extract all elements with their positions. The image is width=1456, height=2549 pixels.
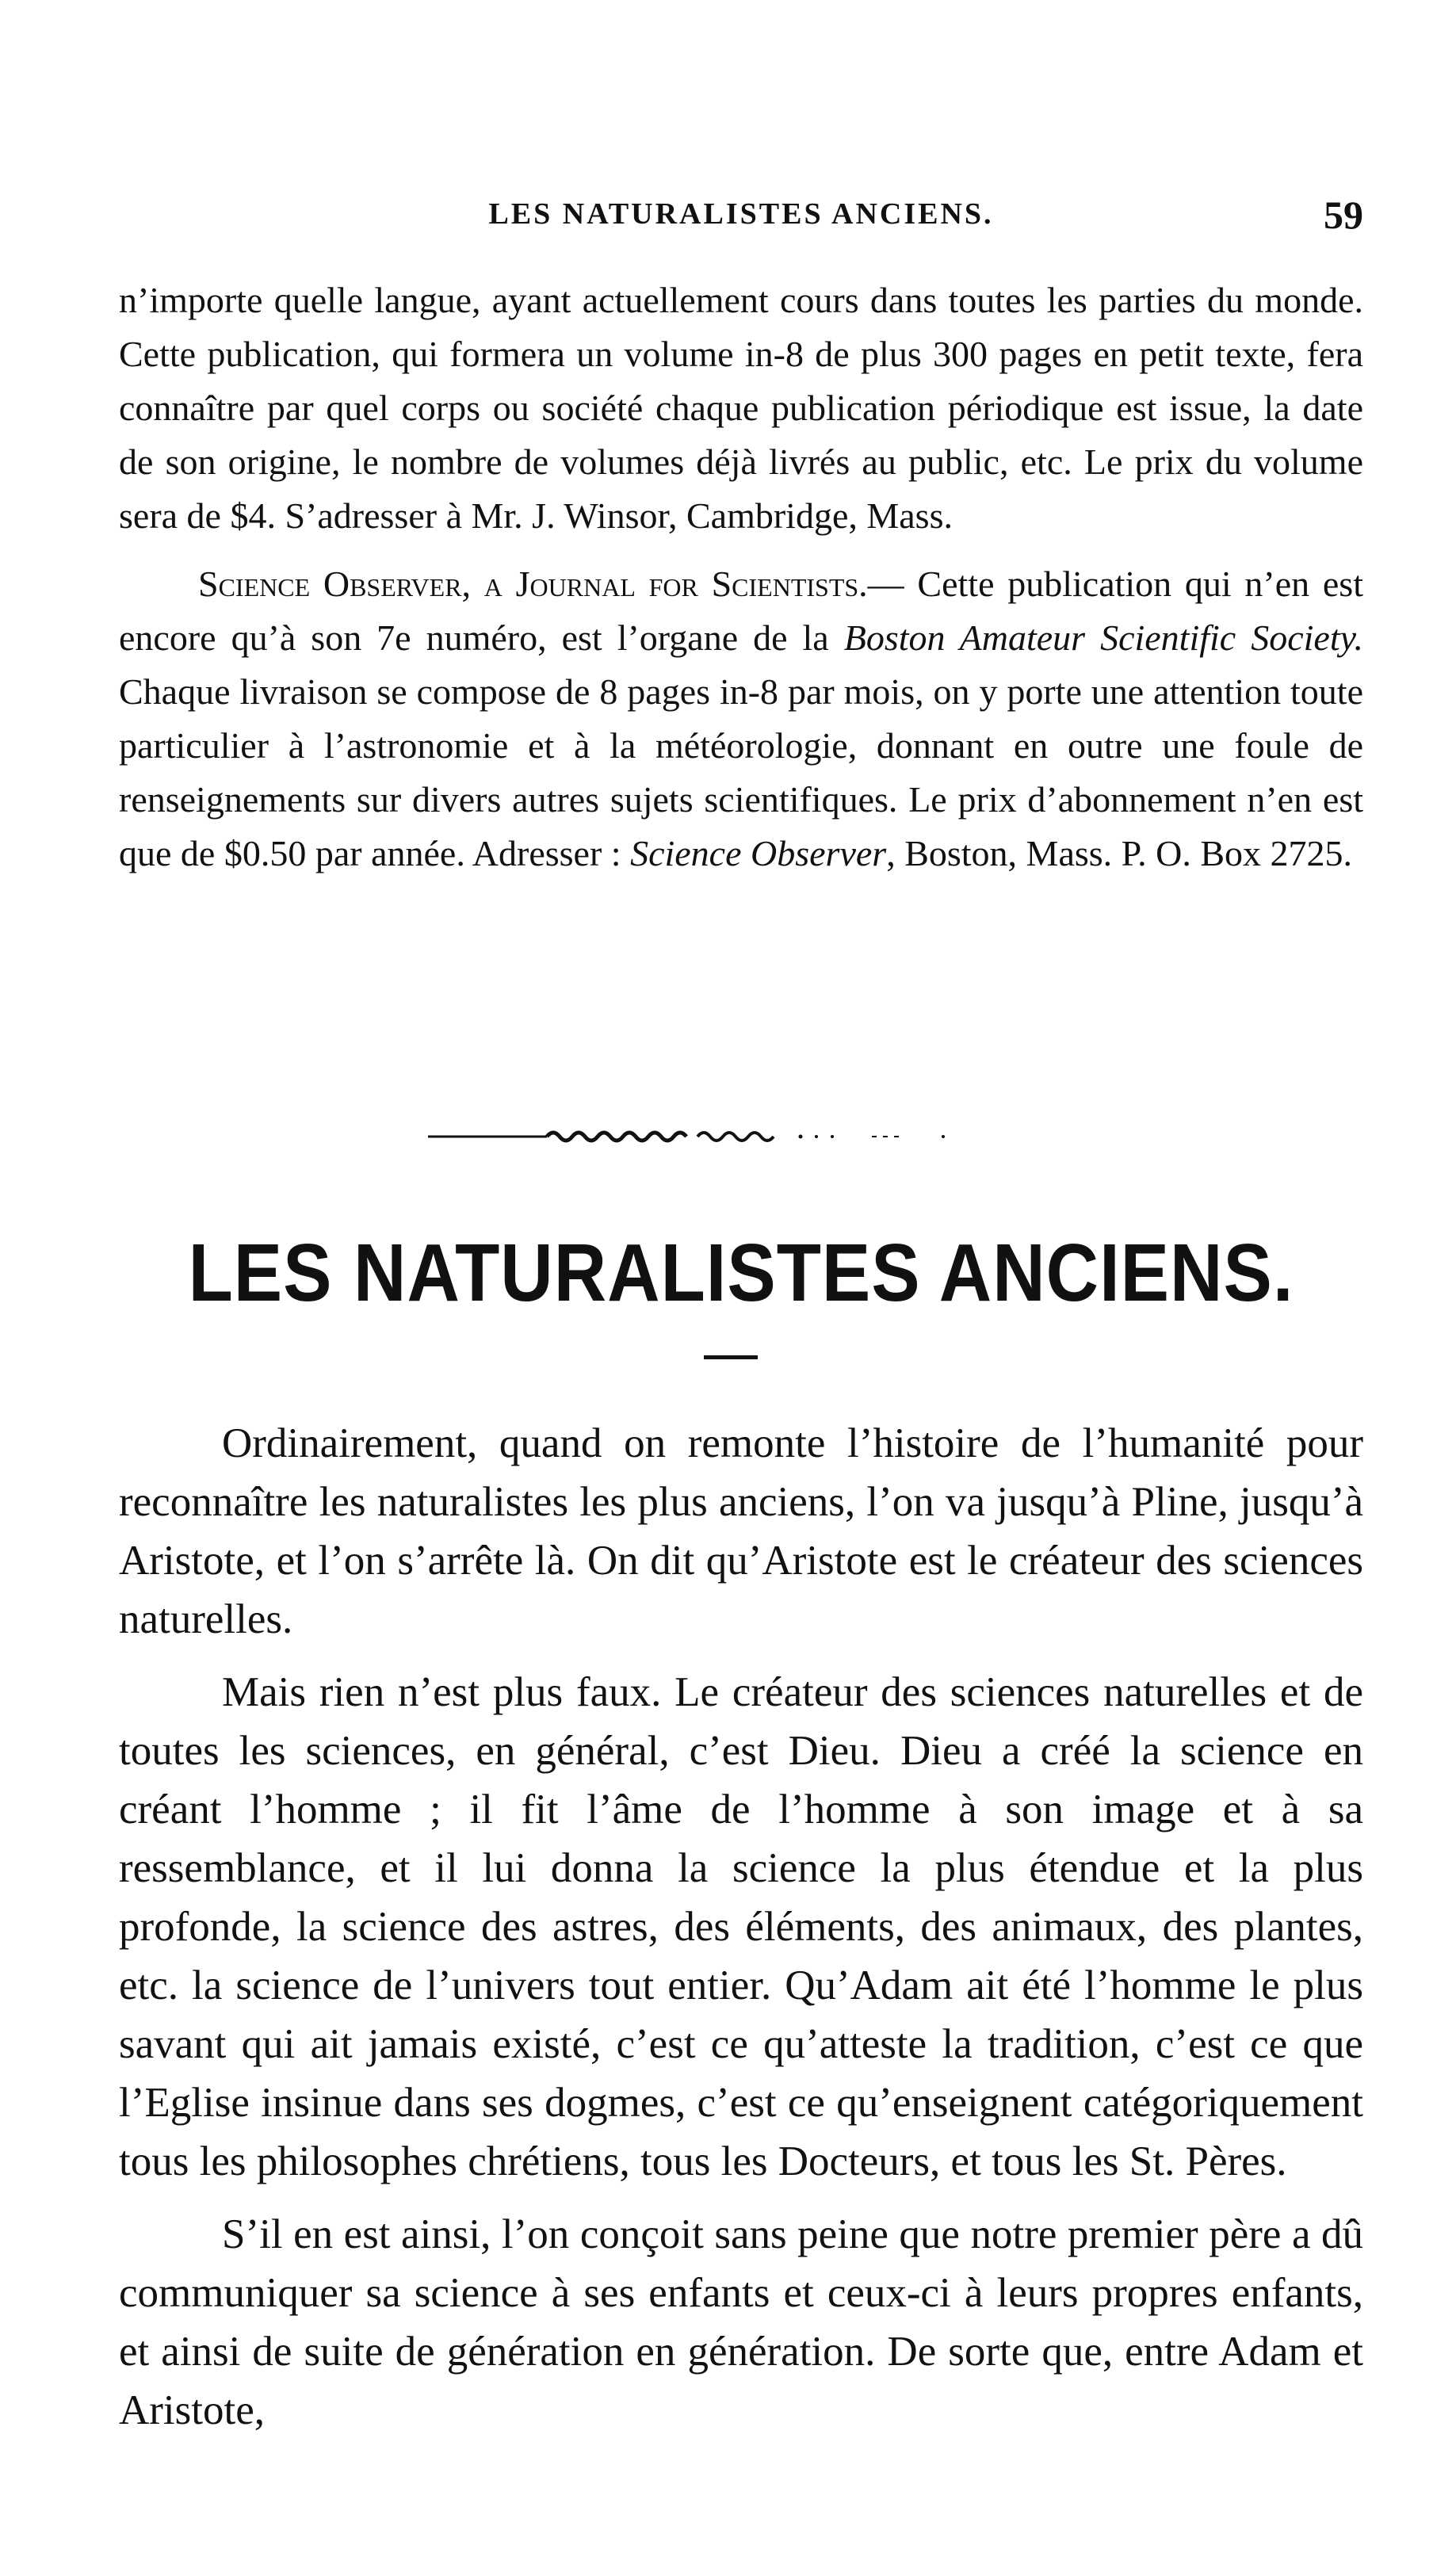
- page-number: 59: [1324, 193, 1363, 237]
- notice-text-part: — Cette publication qui n’en est encore qu’à son 7e numéro, est l’organe de la: [119, 564, 1363, 658]
- notice-text-part: , Boston, Mass. P. O. Box 2725.: [886, 833, 1353, 873]
- ornamental-divider: [428, 1124, 999, 1148]
- address-name: Science Observer: [630, 833, 887, 873]
- science-observer-notice: [119, 557, 1363, 881]
- article-title: LES NATURALISTES ANCIENS.: [188, 1228, 1294, 1319]
- title-rule: [704, 1355, 758, 1359]
- notice-text-part: Chaque livraison se compose de 8 pages in-8 par mois, on y porte une attention toute particulier à l’astronomie et à la météorologie, donnant en outre une foule de renseignements sur divers autres sujets scientifiques. Le prix d’abonnement n’en est que de $0.50 par année. Adresser :: [119, 671, 1363, 873]
- article-paragraph: Mais rien n’est plus faux. Le créateur des sciences naturelles et de toutes les sciences, en général, c’est Dieu. Dieu a créé la science en créant l’homme ; il fit l’âme de l’homme à son image et à sa ressemblance, et il lui donna la science la plus étendue et la plus profonde, la science des astres, des éléments, des animaux, des plantes, etc. la science de l’univers tout entier. Qu’Adam ait été l’homme le plus savant qui ait jamais existé, c’est ce qu’atteste la tradition, c’est ce que l’Eglise insinue dans ses dogmes, c’est ce qu’enseignent catégoriquement tous les philosophes chrétiens, tous les Docteurs, et tous les St. Pères.: [119, 1669, 1363, 2184]
- article-body: [119, 1414, 1363, 2454]
- running-title: LES NATURALISTES ANCIENS.: [488, 197, 994, 231]
- society-name: Boston Amateur Scientific Society.: [843, 617, 1363, 658]
- article-paragraph: S’il en est ainsi, l’on conçoit sans peine que notre premier père a dû communiquer sa science à ses enfants et ceux-ci à leurs propres enfants, et ainsi de suite de génération en génération. De sorte que, entre Adam et Aristote,: [119, 2211, 1363, 2433]
- article-paragraph: Ordinairement, quand on remonte l’histoire de l’humanité pour reconnaître les naturalistes les plus anciens, l’on va jusqu’à Pline, jusqu’à Aristote, et l’on s’arrête là. On dit qu’Aristote est le créateur des sciences naturelles.: [119, 1420, 1363, 1642]
- notice-continuation: n’importe quelle langue, ayant actuellement cours dans toutes les parties du monde. Cette publication, qui formera un volume in-8 de plus 300 pages en petit texte, fera connaître par quel corps ou société chaque publication périodique est issue, la date de son origine, le nombre de volumes déjà livrés au public, etc. Le prix du volume sera de $4. S’adresser à Mr. J. Winsor, Cambridge, Mass.: [119, 280, 1363, 536]
- running-head: [119, 193, 1363, 244]
- notices-section: [119, 273, 1363, 881]
- science-observer-title: Science Observer, a Journal for Scientists.: [198, 564, 868, 604]
